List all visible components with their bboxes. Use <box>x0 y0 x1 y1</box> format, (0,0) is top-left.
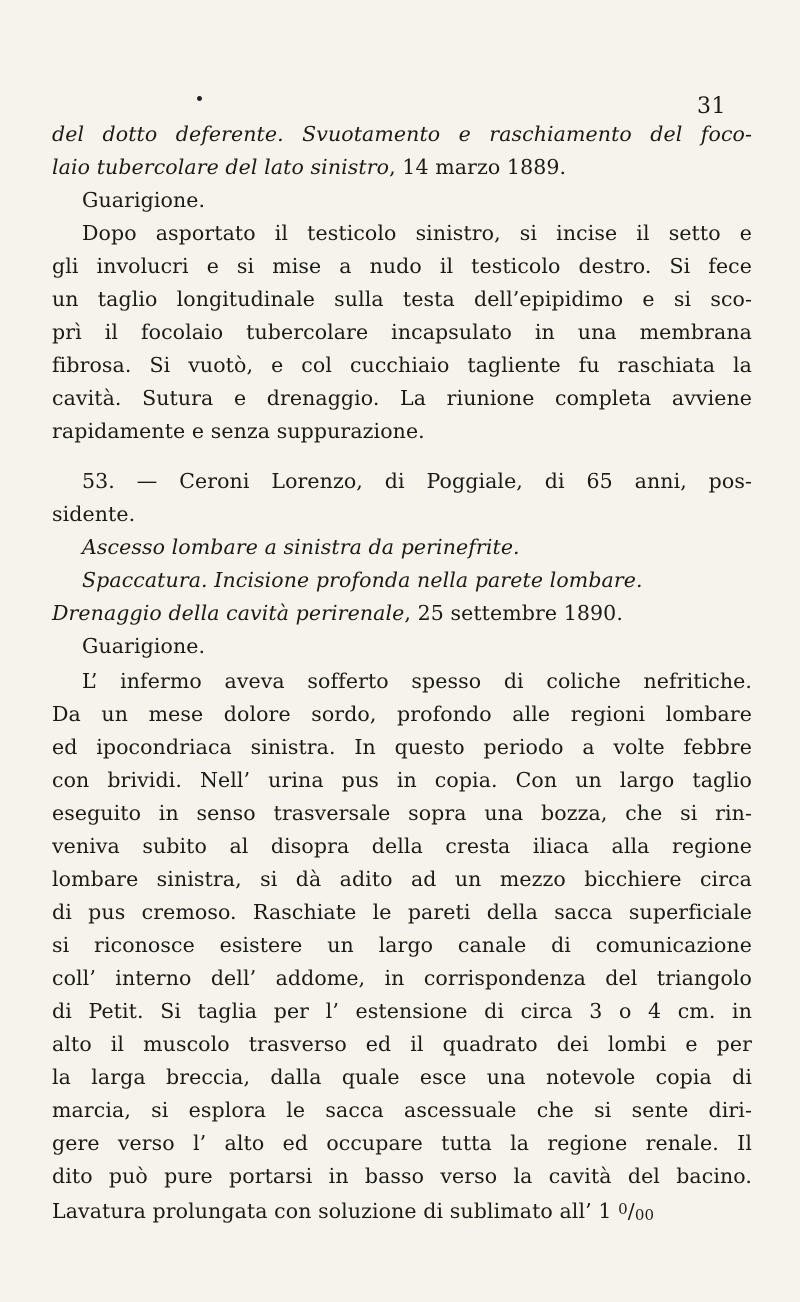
case-description-53 <box>52 665 752 1226</box>
text-line: rapidamente e senza suppurazione. <box>52 419 425 443</box>
per-mille-slash: / <box>627 1199 635 1223</box>
text-span: , 25 settembre 1890. <box>404 601 623 625</box>
text-line <box>52 597 752 630</box>
text-line: prì il focolaio tubercolare incapsulato in una membrana <box>52 320 752 344</box>
text-line: Dopo asportato il testicolo sinistro, si incise il setto e <box>82 221 752 245</box>
case-description-52 <box>52 217 752 448</box>
text-line: Da un mese dolore sordo, profondo alle regioni lombare <box>52 702 752 726</box>
per-mille-num: 0 <box>618 1200 628 1218</box>
text-line <box>52 151 752 184</box>
text-line: la larga breccia, dalla quale esce una notevole copia di <box>52 1065 752 1089</box>
text-line: ed ipocondriaca sinistra. In questo periodo a volte febbre <box>52 735 752 759</box>
text-line: alto il muscolo trasverso ed il quadrato dei lombi e per <box>52 1032 752 1056</box>
text-line: cavità. Sutura e drenaggio. La riunione completa avviene <box>52 386 752 410</box>
text-line: del dotto deferente. Svuotamento e raschiamento del foco- <box>52 122 752 146</box>
text-line: sidente. <box>52 502 136 526</box>
text-line: di Petit. Si taglia per l’ estensione di circa 3 o 4 cm. in <box>52 999 752 1023</box>
per-mille-den: 00 <box>634 1206 655 1224</box>
text-line: Ascesso lombare a sinistra da perinefrite. <box>82 535 520 559</box>
text-line: gere verso l’ alto ed occupare tutta la regione renale. Il <box>52 1131 752 1155</box>
text-line: fibrosa. Si vuotò, e col cucchiaio tagliente fu raschiata la <box>52 353 752 377</box>
text-span: Lavatura prolungata con soluzione di sublimato all’ 1 <box>52 1199 612 1223</box>
text-line: un taglio longitudinale sulla testa dell’epipidimo e si sco- <box>52 287 752 311</box>
text-line: gli involucri e si mise a nudo il testicolo destro. Si fece <box>52 254 752 278</box>
text-line: Spaccatura. Incisione profonda nella parete lombare. <box>82 568 643 592</box>
text-line: veniva subito al disopra della cresta iliaca alla regione <box>52 834 752 858</box>
case-heading-52 <box>52 118 752 217</box>
text-line: Guarigione. <box>82 634 206 658</box>
text-line: 53. — Ceroni Lorenzo, di Poggiale, di 65 anni, pos- <box>82 469 752 493</box>
text-line: di pus cremoso. Raschiate le pareti della sacca superficiale <box>52 900 752 924</box>
text-line: Guarigione. <box>82 188 206 212</box>
text-line: con brividi. Nell’ urina pus in copia. Con un largo taglio <box>52 768 752 792</box>
text-line: lombare sinistra, si dà adito ad un mezzo bicchiere circa <box>52 867 752 891</box>
text-line: eseguito in senso trasversale sopra una bozza, che si rin- <box>52 801 752 825</box>
page-number: 31 <box>697 94 726 119</box>
text-span: laio tubercolare del lato sinistro <box>52 155 390 179</box>
case-heading-53 <box>52 465 752 663</box>
text-line: si riconosce esistere un largo canale di comunicazione <box>52 933 752 957</box>
text-line <box>52 1193 752 1226</box>
text-line: coll’ interno dell’ addome, in corrispondenza del triangolo <box>52 966 752 990</box>
text-line: marcia, si esplora le sacca ascessuale che si sente diri- <box>52 1098 752 1122</box>
ink-dot <box>197 96 202 101</box>
text-line: L’ infermo aveva sofferto spesso di coliche nefritiche. <box>82 669 752 693</box>
text-span: Drenaggio della cavità perirenale <box>52 601 405 625</box>
text-line: dito può pure portarsi in basso verso la cavità del bacino. <box>52 1164 752 1188</box>
text-span: , 14 marzo 1889. <box>389 155 567 179</box>
